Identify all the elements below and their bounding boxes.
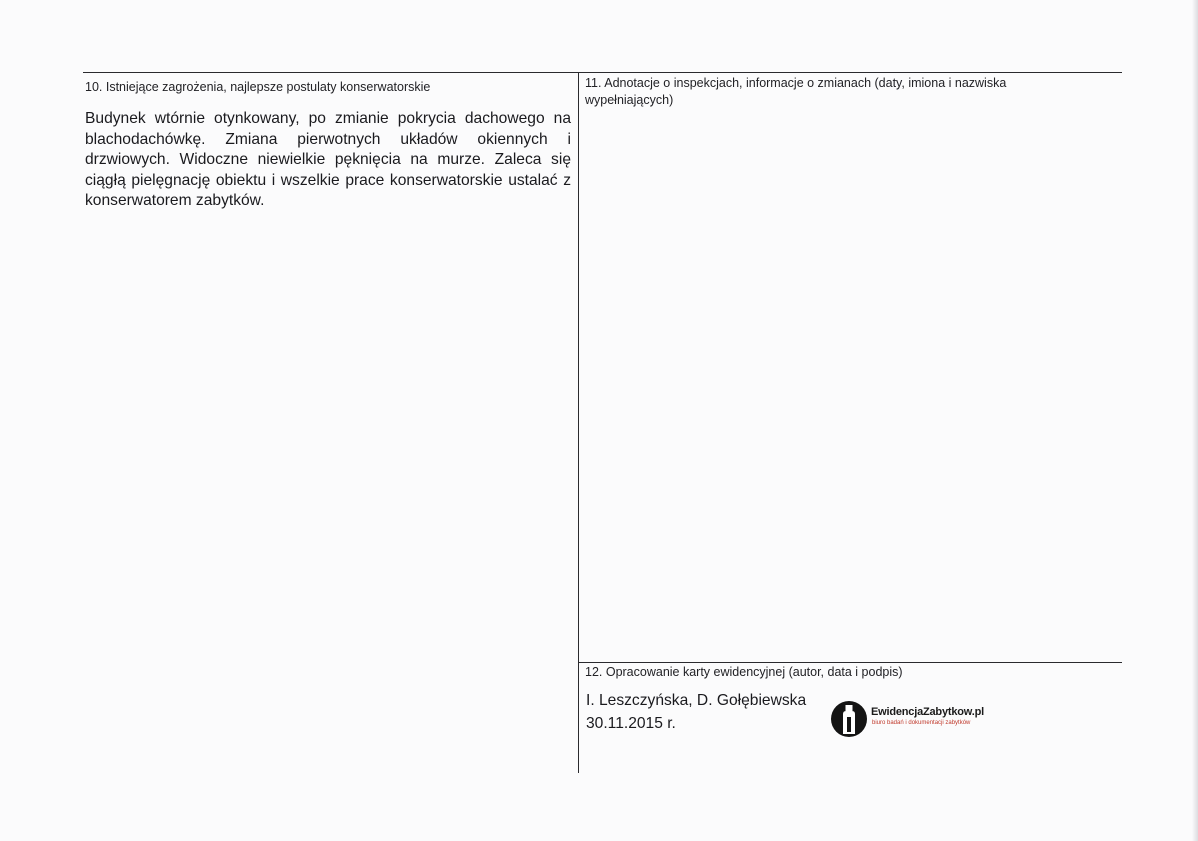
scan-shadow [1192,0,1198,841]
column-divider [578,72,579,773]
section-12-content [586,690,826,734]
bottle-logo-icon [830,700,868,738]
section-11-heading: 11. Adnotacje o inspekcjach, informacje o zmianach (daty, imiona i nazwiska wypełniających) [585,76,1007,107]
logo-name: EwidencjaZabytkow.pl [871,706,984,718]
section-12-rule [578,662,1122,663]
author-names: I. Leszczyńska, D. Gołębiewska [586,692,807,709]
section-10-heading: 10. Istniejące zagrożenia, najlepsze postulaty konserwatorskie [85,80,431,94]
logo-tagline: biuro badań i dokumentacji zabytków [872,720,971,726]
card-date: 30.11.2015 r. [586,715,676,732]
section-12-heading: 12. Opracowanie karty ewidencyjnej (autor, data i podpis) [585,665,903,679]
top-rule [83,72,1122,73]
company-logo [830,700,1000,740]
section-10-body [85,109,571,212]
section-10-body-text: Budynek wtórnie otynkowany, po zmianie pokrycia dachowego na blachodachówkę. Zmiana pierwotnych układów okiennych i drzwiowych. Widoczne niewielkie pęknięcia na murze. Zaleca się ciągłą pielęgnację obiektu i wszelkie prace konserwatorskie ustalać z konserwatorem zabytków. [85,110,571,209]
